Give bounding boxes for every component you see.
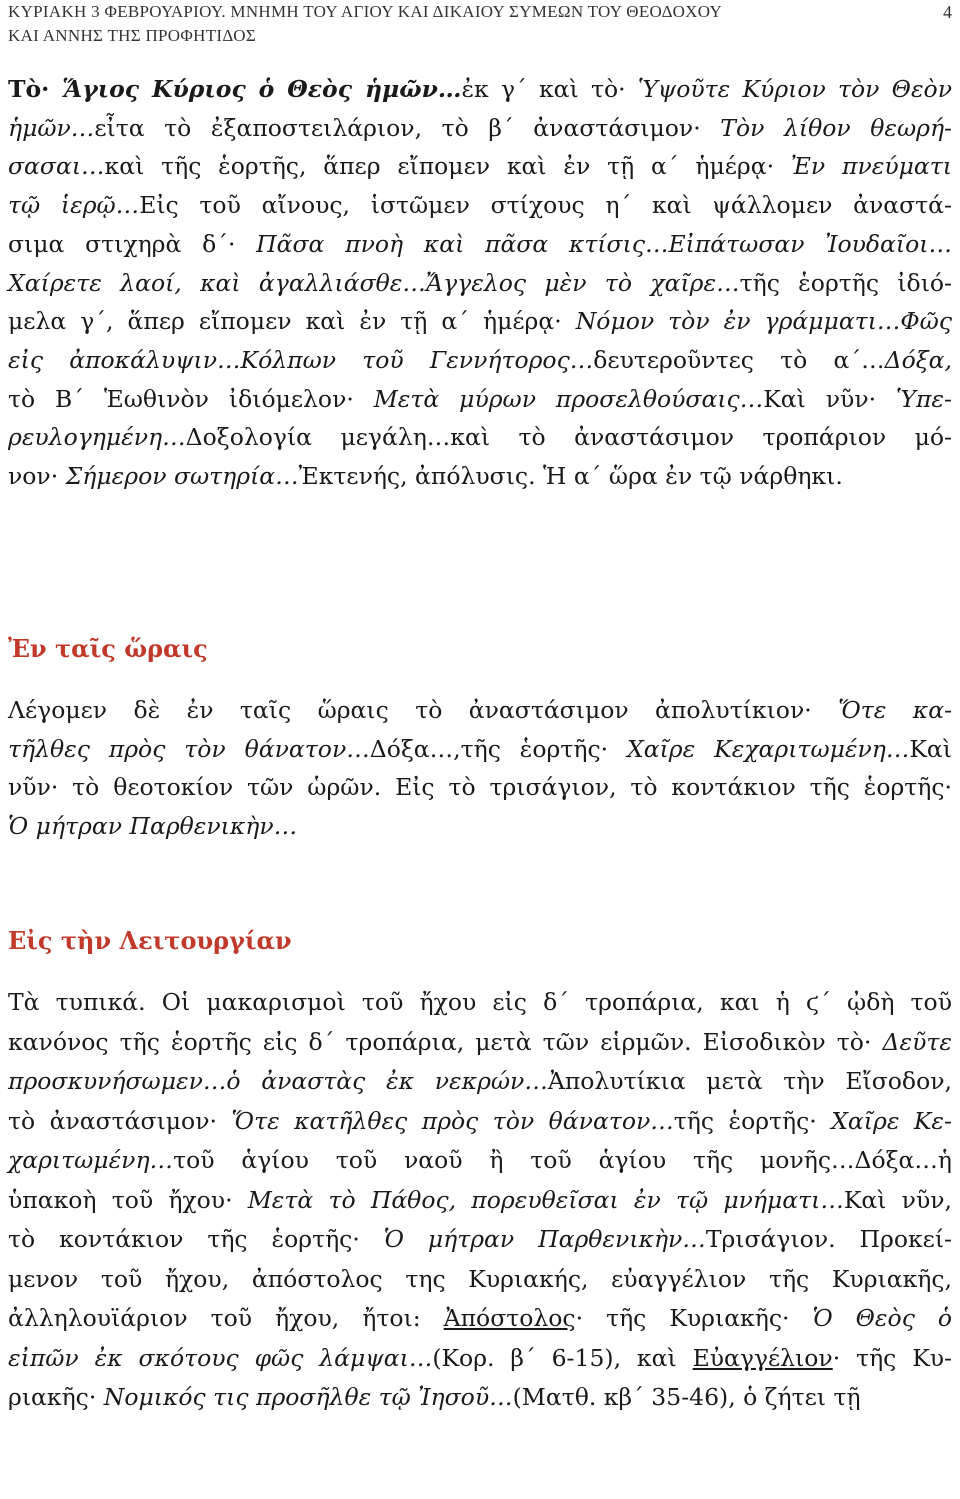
- text-line: [8, 730, 952, 769]
- text-line: [8, 186, 952, 225]
- text-segment: τὸ κοντάκιον τῆς ἑορτῆς·: [8, 1225, 384, 1253]
- text-segment: Τρισάγιον. Προκεί-: [705, 1225, 952, 1253]
- text-line: [8, 691, 952, 730]
- text-segment: Ἀπολυτίκια μετὰ τὴν Εἴσοδον,: [547, 1067, 952, 1095]
- text-segment: τῆς ἑορτῆς ἰδιό-: [739, 268, 952, 297]
- text-segment: προσκυνήσωμεν…ὁ ἀναστὰς ἐκ νεκρών…: [8, 1067, 548, 1095]
- paragraph-hours: [8, 691, 952, 846]
- text-line: [8, 1102, 952, 1142]
- text-segment: Ὁ Θεὸς ὁ: [812, 1304, 952, 1332]
- text-segment: Καὶ: [909, 734, 952, 763]
- text-segment: τῆλθες πρὸς τὸν θάνατον…: [8, 734, 370, 763]
- underlined-reference: Ἀπόστολος: [443, 1304, 576, 1332]
- text-segment: Νομικός τις προσῆλθε τῷ Ἰησοῦ…: [103, 1383, 513, 1411]
- text-segment: εἰπῶν ἐκ σκότους φῶς λάμψαι…: [8, 1343, 433, 1372]
- text-segment: νον·: [8, 462, 66, 491]
- text-line: [8, 147, 952, 186]
- text-segment: νῦν· τὸ θεοτοκίον τῶν ὡρῶν. Εἰς τὸ τρισάγιον, τὸ κοντάκιον τῆς ἑορτῆς·: [8, 773, 952, 802]
- text-segment: Νόμον τὸν ἐν γράμματι…Φῶς: [575, 307, 952, 336]
- paragraph-liturgy: [8, 983, 952, 1418]
- section-heading-hours: Ἐν ταῖς ὥραις: [8, 634, 208, 663]
- text-segment: Μετὰ μύρων προσελθούσαις…: [373, 384, 764, 413]
- text-segment: ἀλληλουϊάριον τοῦ ἤχου, ἤτοι:: [8, 1304, 444, 1332]
- text-segment: ὑπακοὴ τοῦ ἤχου·: [8, 1185, 248, 1214]
- text-line: [8, 109, 952, 148]
- text-line: [8, 457, 952, 496]
- running-head-line-1: ΚΥΡΙΑΚΗ 3 ΦΕΒΡΟΥΑΡΙΟΥ. ΜΝΗΜΗ ΤΟΥ ΑΓΙΟΥ ΚΑΙ ΔΙΚΑΙΟΥ ΣΥΜΕΩΝ ΤΟΥ ΘΕΟΔΟΧΟΥ: [8, 2, 723, 21]
- section-heading-liturgy: Εἰς τὴν Λειτουργίαν: [8, 926, 292, 955]
- text-line: [8, 768, 952, 807]
- text-segment: Τὰ τυπικά. Οἱ μακαρισμοὶ τοῦ ἤχου εἰς δ΄ τροπάρια, και ἡ ϛ΄ ᾠδὴ τοῦ: [8, 988, 952, 1016]
- text-line: [8, 380, 952, 419]
- text-segment: Ἅγιος Κύριος ὁ Θεὸς ἡμῶν…: [62, 75, 462, 103]
- text-line: [8, 1062, 952, 1102]
- text-segment: τῆς ἑορτῆς·: [673, 1106, 832, 1135]
- text-segment: καὶ τῆς ἑορτῆς, ἅπερ εἴπομεν καὶ ἐν τῇ α΄ ἡμέρᾳ·: [104, 152, 791, 181]
- text-segment: (Ματθ. κβ΄ 35-46), ὁ ζήτει τῇ: [512, 1383, 861, 1411]
- text-segment: · τῆς Κυ-: [832, 1343, 952, 1372]
- text-segment: Χαῖρε Κε-: [831, 1106, 952, 1135]
- text-segment: Ἐκτενής, ἀπόλυσις. Ἡ α΄ ὥρα ἐν τῷ νάρθηκι.: [298, 462, 843, 491]
- text-segment: Χαῖρε Κεχαριτωμένη…: [626, 734, 910, 763]
- underlined-reference: Εὐαγγέλιον: [692, 1343, 833, 1372]
- text-segment: Δοξολογία μεγάλη…καὶ τὸ ἀναστάσιμον τροπάριον μό-: [185, 423, 952, 452]
- text-line: [8, 1299, 952, 1339]
- text-segment: Τὸν λίθον θεωρή-: [720, 113, 952, 142]
- text-segment: Ὁ μήτραν Παρθενικὴν…: [383, 1225, 706, 1253]
- text-segment: (Κορ. β΄ 6-15), καὶ: [432, 1343, 693, 1372]
- text-segment: Τὸ·: [8, 75, 63, 103]
- text-segment: σασαι…: [8, 152, 105, 181]
- text-segment: Σήμερον σωτηρία…: [65, 462, 299, 491]
- text-segment: χαριτωμένη…: [8, 1146, 174, 1174]
- text-segment: Καὶ νῦν·: [763, 384, 896, 413]
- text-line: [8, 807, 952, 846]
- paragraph-orthros: [8, 70, 952, 496]
- text-segment: ἐκ γ΄ καὶ τὸ·: [461, 75, 638, 103]
- text-segment: μενον τοῦ ἤχου, ἀπόστολος της Κυριακής, εὐαγγέλιον τῆς Κυριακῆς,: [8, 1264, 952, 1293]
- text-segment: σιμα στιχηρὰ δ΄·: [8, 229, 257, 258]
- text-line: [8, 302, 952, 341]
- text-segment: Ὑπε-: [895, 384, 952, 413]
- text-segment: εἰς ἀποκάλυψιν…Κόλπων τοῦ Γεννήτορος…: [8, 345, 594, 374]
- text-line: [8, 225, 952, 264]
- text-segment: Ὁ μήτραν Παρθενικὴν…: [8, 812, 298, 841]
- text-segment: · τῆς Κυριακῆς·: [575, 1304, 813, 1332]
- text-line: [8, 418, 952, 457]
- text-segment: Ὑψοῦτε Κύριον τὸν Θεὸν: [637, 75, 952, 103]
- text-segment: Ἐν πνεύματι: [790, 152, 952, 181]
- text-segment: Χαίρετε λαοί, καὶ ἀγαλλιάσθε…Ἄγγελος μὲν τὸ χαῖρε…: [8, 268, 740, 297]
- text-segment: ἡμῶν…: [8, 113, 95, 142]
- text-segment: εἶτα τὸ ἐξαποστειλάριον, τὸ β΄ ἀναστάσιμον·: [94, 113, 721, 142]
- text-line: [8, 1339, 952, 1379]
- text-segment: Μετὰ τὸ Πάθος, πορευθεῖσαι ἐν τῷ μνήματι…: [247, 1185, 844, 1214]
- text-line: [8, 1220, 952, 1260]
- text-segment: τοῦ ἁγίου τοῦ ναοῦ ἢ τοῦ ἁγίου τῆς μονῆς…Δόξα…ἡ: [173, 1146, 952, 1174]
- text-segment: κανόνος τῆς ἑορτῆς εἰς δ΄ τροπάρια, μετὰ τῶν εἱρμῶν. Εἰσοδικὸν τὸ·: [8, 1027, 883, 1056]
- text-line: [8, 70, 952, 109]
- text-line: [8, 983, 952, 1023]
- text-segment: τὸ Β΄ Ἑωθινὸν ἰδιόμελον·: [8, 384, 374, 413]
- text-segment: Πᾶσα πνοὴ καὶ πᾶσα κτίσις…Εἰπάτωσαν Ἰουδαῖοι…: [256, 229, 952, 258]
- page-number: 4: [943, 2, 952, 22]
- text-segment: δευτεροῦντες τὸ α΄…: [593, 345, 885, 374]
- text-segment: Ὅτε κα-: [838, 696, 953, 724]
- text-segment: Ὅτε κατῆλθες πρὸς τὸν θάνατον…: [231, 1106, 674, 1135]
- text-segment: Δεῦτε: [882, 1027, 952, 1056]
- text-line: [8, 1181, 952, 1221]
- text-segment: ρευλογημένη…: [8, 423, 186, 452]
- text-segment: Λέγομεν δὲ ἐν ταῖς ὥραις τὸ ἀναστάσιμον ἀπολυτίκιον·: [8, 696, 839, 724]
- text-segment: Δόξα,: [884, 345, 953, 374]
- text-segment: τὸ ἀναστάσιμον·: [8, 1106, 232, 1135]
- text-line: [8, 1378, 952, 1418]
- text-segment: Δόξα…,τῆς ἑορτῆς·: [369, 734, 627, 763]
- text-segment: Εἰς τοῦ αἴνους, ἱστῶμεν στίχους η΄ καὶ ψάλλομεν ἀναστά-: [139, 191, 952, 220]
- text-line: [8, 1141, 952, 1181]
- text-segment: Καὶ νῦν,: [843, 1185, 953, 1214]
- text-line: [8, 264, 952, 303]
- text-segment: ριακῆς·: [8, 1383, 104, 1411]
- text-segment: μελα γ΄, ἅπερ εἴπομεν καὶ ἐν τῇ α΄ ἡμέρᾳ·: [8, 307, 576, 336]
- text-line: [8, 1260, 952, 1300]
- text-line: [8, 1023, 952, 1063]
- running-head-line-2: ΚΑΙ ΑΝΝΗΣ ΤΗΣ ΠΡΟΦΗΤΙΔΟΣ: [8, 26, 257, 45]
- running-head: [8, 0, 888, 48]
- text-segment: τῷ ἱερῷ…: [8, 191, 140, 220]
- text-line: [8, 341, 952, 380]
